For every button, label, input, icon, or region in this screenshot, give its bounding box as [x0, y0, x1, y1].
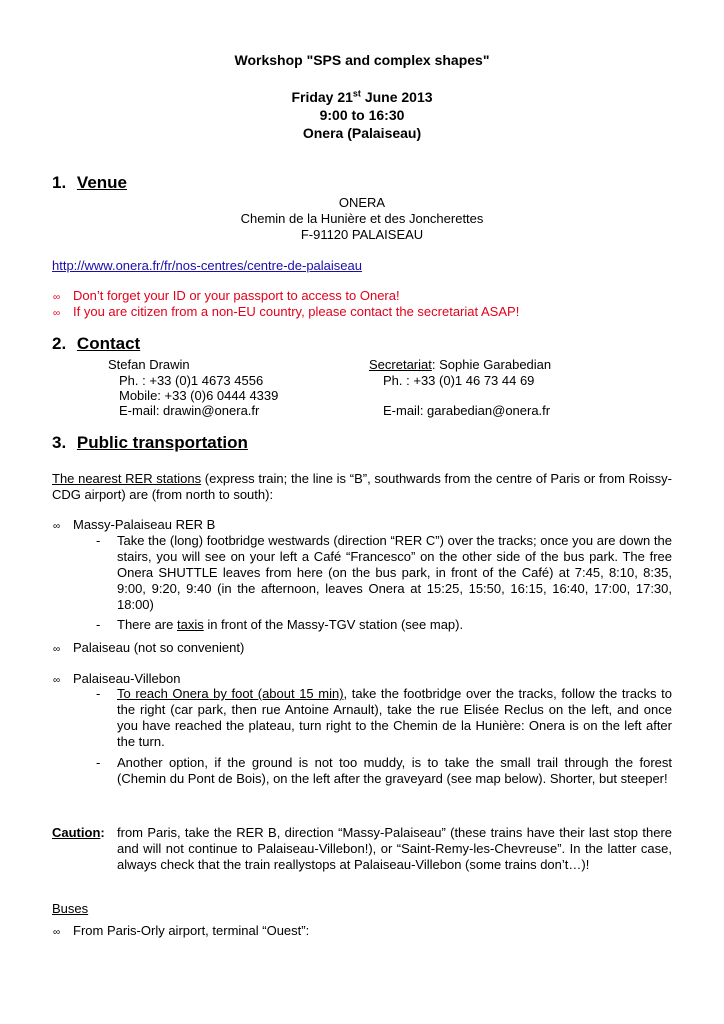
taxis-label: taxis: [176, 617, 204, 632]
villebon-forest-text: Another option, if the ground is not too muddy, is to take the small trail through the forest (Chemin du Pont de Bois), on the left after the graveyard (see map below). Shorter, but steeper!: [117, 755, 672, 786]
secretariat-name: : Sophie Garabedian: [431, 357, 552, 372]
event-place: Onera (Palaiseau): [302, 125, 422, 141]
contact-heading: [52, 334, 140, 354]
transport-intro: [52, 471, 672, 503]
bullet-icon: ∞: [53, 308, 61, 319]
buses-orly-item: From Paris-Orly airport, terminal “Ouest”:: [73, 923, 310, 938]
transport-heading: [52, 433, 248, 453]
secretariat-label: Secretariat: [369, 357, 432, 372]
venue-address-line-1: ONERA: [338, 195, 386, 210]
foot-route-text: , take the footbridge over the tracks, follow the tracks to the right (car park, then rue Antoine Arnault), take the rue Elisée Reclus on the left, and once you have reached the plateau, turn right to the Chemin de la Hunière: Onera is on the left after the turn.: [117, 686, 672, 749]
contact-email: E-mail: drawin@onera.fr: [119, 403, 260, 418]
date-prefix: Friday 21: [291, 89, 353, 105]
contact-phone: Ph. : +33 (0)1 4673 4556: [119, 373, 264, 388]
massy-footbridge-text: Take the (long) footbridge westwards (direction “RER C”) over the tracks; once you are down the stairs, you will see on your left a Café “Francesco” on the other side of the bus park. The free Onera SHUTTLE leaves from here (on the bus park, in front of the Café) at 7:45, 8:10, 8:35, 9:00, 9:20, 9:40 (in the afternoon, leaves Onera at 15:25, 15:50, 16:15, 16:40, 17:00, 17:30, 18:00): [117, 533, 672, 612]
rer-stations-label: The nearest RER stations: [52, 471, 202, 486]
villebon-foot-text: [117, 686, 672, 750]
caution-text: from Paris, take the RER B, direction “Massy-Palaiseau” (these trains have their last stop there and will not continue to Palaiseau-Villebon!), or “Saint-Remy-les-Chevreuse”. In the latter case, always check that the train reallystops at Palaiseau-Villebon (some trains don’t…)!: [117, 825, 672, 872]
venue-title: Venue: [76, 173, 128, 192]
contact-mobile: Mobile: +33 (0)6 0444 4339: [119, 388, 279, 403]
secretariat-email: E-mail: garabedian@onera.fr: [383, 403, 551, 418]
bullet-icon: ∞: [53, 521, 61, 532]
contact-name: Stefan Drawin: [108, 357, 190, 372]
dash-marker: -: [96, 533, 101, 548]
villebon-title: Palaiseau-Villebon: [73, 671, 181, 686]
bullet-icon: ∞: [53, 644, 61, 655]
warning-id: Don’t forget your ID or your passport to access to Onera!: [73, 288, 400, 303]
dash-marker: -: [96, 755, 101, 770]
bullet-icon: ∞: [53, 292, 61, 303]
taxi-text-post: in front of the Massy-TGV station (see map).: [203, 617, 464, 632]
bullet-icon: ∞: [53, 927, 61, 938]
transport-number: 3.: [52, 433, 67, 452]
secretariat-line: [369, 357, 551, 372]
caution-label-line: [52, 825, 105, 840]
massy-title: Massy-Palaiseau RER B: [73, 517, 216, 532]
event-time: 9:00 to 16:30: [319, 107, 405, 123]
massy-taxi-text: [117, 617, 463, 632]
venue-number: 1.: [52, 173, 67, 192]
caution-label: Caution: [52, 825, 101, 840]
date-ordinal: st: [352, 88, 361, 99]
bullet-icon: ∞: [53, 675, 61, 686]
foot-route-label: To reach Onera by foot (about 15 min): [117, 686, 344, 701]
contact-title: Contact: [76, 334, 141, 353]
buses-heading: Buses: [52, 901, 89, 916]
venue-address-line-2: Chemin de la Hunière et des Joncherettes: [240, 211, 484, 226]
palaiseau-title: Palaiseau (not so convenient): [73, 640, 245, 655]
venue-website-link[interactable]: http://www.onera.fr/fr/nos-centres/centre-de-palaiseau: [52, 258, 362, 273]
document-title: Workshop "SPS and complex shapes": [234, 52, 490, 68]
contact-number: 2.: [52, 334, 67, 353]
venue-address-line-3: F-91120 PALAISEAU: [300, 227, 424, 242]
date-suffix: June 2013: [360, 89, 433, 105]
taxi-text-pre: There are: [117, 617, 177, 632]
dash-marker: -: [96, 617, 101, 632]
event-date: [0, 89, 724, 105]
transport-title: Public transportation: [76, 433, 248, 452]
venue-heading: [52, 173, 127, 193]
warning-non-eu: If you are citizen from a non-EU country, please contact the secretariat ASAP!: [73, 304, 520, 319]
caution-colon: :: [100, 825, 105, 840]
transport-intro-text: (express train; the line is “B”, southwards from the centre of Paris or from Roissy-CDG airport) are (from north to south):: [52, 471, 672, 502]
secretariat-phone: Ph. : +33 (0)1 46 73 44 69: [383, 373, 535, 388]
dash-marker: -: [96, 686, 101, 701]
